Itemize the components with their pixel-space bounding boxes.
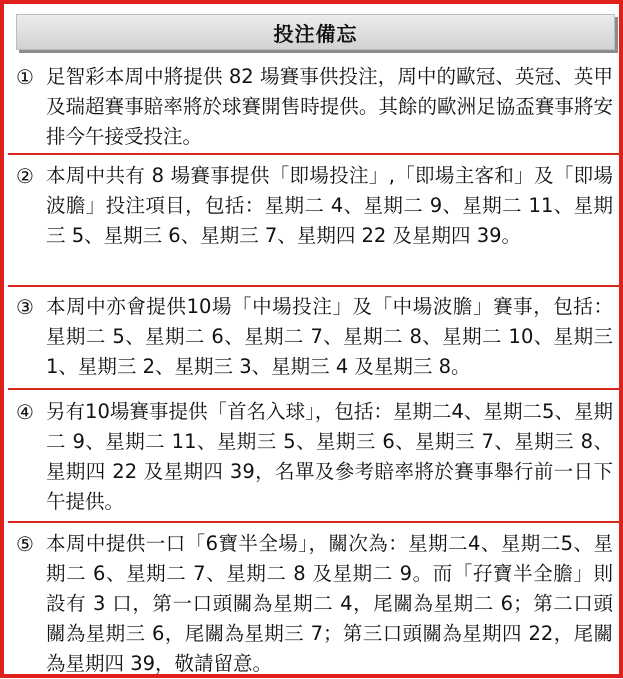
- item-number: ①: [16, 65, 34, 89]
- item-text: 本周中共有 8 場賽事提供「即場投注」,「即場主客和」及「即場波膽」投注項目，包括：星期二 4、星期二 9、星期二 11、星期三 5、星期三 6、星期三 7、星期四 22 及星期四 39。: [46, 164, 613, 247]
- memo-item-2: [8, 161, 623, 251]
- item-text: 足智彩本周中將提供 82 場賽事供投注，周中的歐冠、英冠、英甲及瑞超賽事賠率將於球賽開售時提供。其餘的歐洲足協盃賽事將安排今午接受投注。: [46, 65, 613, 148]
- item-text: 本周中提供一口「6寶半全場」，關次為：星期二4、星期二5、星期二 6、星期二 7、星期二 8 及星期二 9。而「孖寶半全膽」則設有 3 口，第一口頭關為星期二 4，尾關為星期二 6；第二口頭關為星期三 6，尾關為星期三 7；第三口頭關為星期四 22，尾關為星期四 39，敬請留意。: [46, 532, 613, 675]
- title-bar: [16, 14, 615, 50]
- item-number: ⑤: [16, 532, 34, 556]
- item-number: ④: [16, 400, 34, 424]
- item-number: ③: [16, 295, 34, 319]
- item-text: 另有10場賽事提供「首名入球」，包括：星期二4、星期二5、星期二 9、星期二 11、星期三 5、星期三 6、星期三 7、星期三 8、星期四 22 及星期四 39，名單及參考賠率將於賽事舉行前一日下午提供。: [46, 400, 613, 513]
- item-text: 本周中亦會提供10場「中場投注」及「中場波膽」賽事，包括：星期二 5、星期二 6、星期二 7、星期二 8、星期二 10、星期三 1、星期三 2、星期三 3、星期三 4 及星期三 8。: [46, 295, 613, 378]
- item-number: ②: [16, 164, 34, 188]
- memo-item-5: [8, 529, 623, 679]
- page-title: 投注備忘: [273, 21, 358, 46]
- memo-item-1: [8, 62, 623, 152]
- divider: [8, 521, 623, 523]
- divider: [8, 153, 623, 155]
- memo-item-3: [8, 292, 623, 382]
- divider: [8, 388, 623, 390]
- divider: [8, 285, 623, 287]
- memo-item-4: [8, 397, 623, 517]
